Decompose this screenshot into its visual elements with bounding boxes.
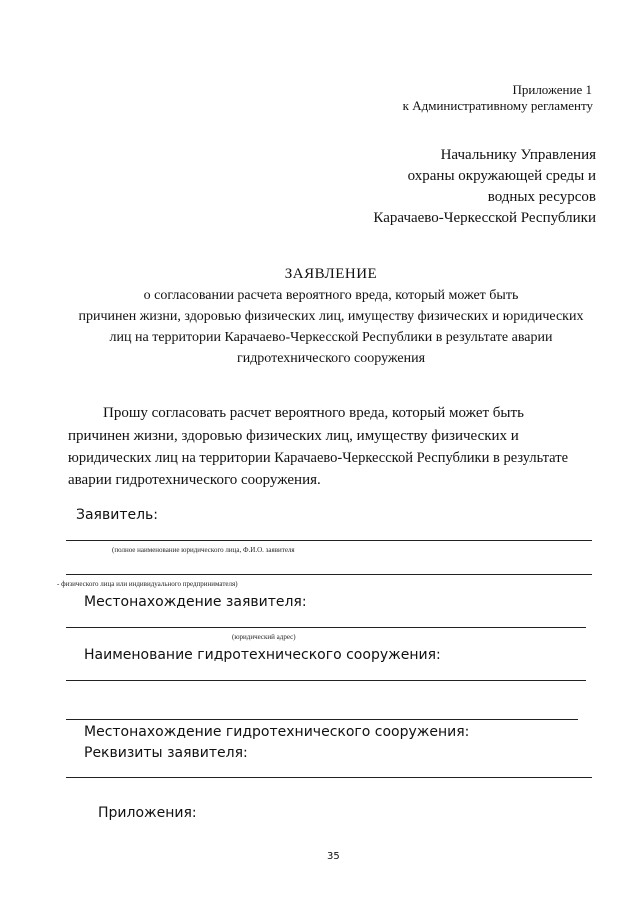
applicant-label: Заявитель: [76, 507, 159, 523]
structure-name-line-2[interactable] [66, 719, 578, 720]
title-subtitle-1: о согласовании расчета вероятного вреда, который может быть [143, 288, 519, 303]
applicant-field-line-1[interactable] [66, 540, 592, 541]
addressee-line-3: водных ресурсов [487, 189, 596, 205]
applicant-field-line-2[interactable] [66, 574, 592, 575]
attachments-label: Приложения: [98, 805, 197, 821]
applicant-location-label: Местонахождение заявителя: [84, 594, 307, 610]
applicant-hint-1: (полное наименование юридического лица, Ф.И.О. заявителя [112, 546, 295, 554]
body-line-1: Прошу согласовать расчет вероятного вреда, который может быть [103, 405, 524, 421]
appendix-reference: к Административному регламенту [402, 98, 593, 113]
requisites-line[interactable] [66, 777, 592, 778]
requisites-label: Реквизиты заявителя: [84, 745, 248, 761]
addressee-line-1: Начальнику Управления [440, 147, 596, 163]
addressee-line-2: охраны окружающей среды и [407, 168, 596, 184]
body-line-2: причинен жизни, здоровью физических лиц, имуществу физических и [68, 428, 519, 444]
title-subtitle-4: гидротехнического сооружения [236, 351, 426, 366]
document-title: ЗАЯВЛЕНИЕ [284, 266, 378, 282]
title-subtitle-3: лиц на территории Карачаево-Черкесской Республики в результате аварии [109, 330, 553, 345]
page-number: 35 [327, 851, 340, 862]
body-line-3: юридических лиц на территории Карачаево-Черкесской Республики в результате [68, 450, 569, 466]
structure-location-label: Местонахождение гидротехнического сооружения: [84, 724, 470, 740]
title-subtitle-2: причинен жизни, здоровью физических лиц, имуществу физических и юридических [78, 309, 584, 324]
structure-name-label: Наименование гидротехнического сооружения: [84, 647, 441, 663]
applicant-hint-2: - физического лица или индивидуального предпринимателя) [57, 580, 238, 588]
structure-name-line-1[interactable] [66, 680, 586, 681]
addressee-line-4: Карачаево-Черкесской Республики [373, 210, 596, 226]
body-line-4: аварии гидротехнического сооружения. [68, 472, 321, 488]
legal-address-hint: (юридический адрес) [232, 633, 296, 641]
applicant-location-line[interactable] [66, 627, 586, 628]
appendix-number: Приложение 1 [512, 82, 592, 97]
